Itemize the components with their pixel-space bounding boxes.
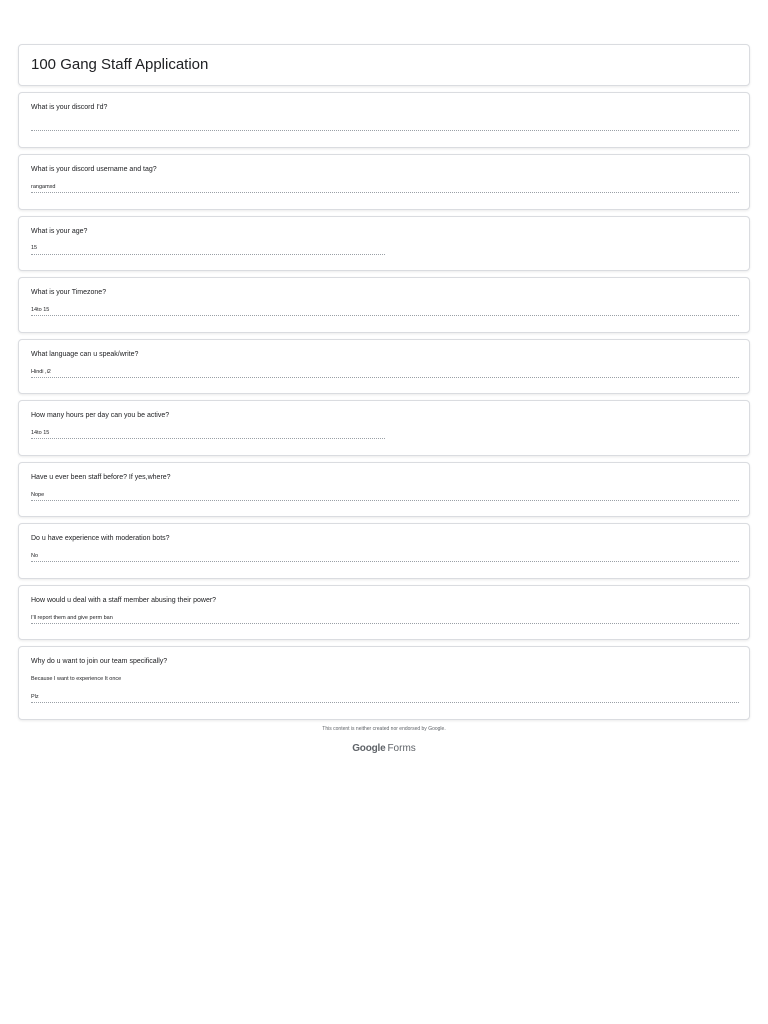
forms-wordmark: Forms	[387, 743, 416, 754]
question-label: What is your discord I'd?	[31, 104, 108, 111]
question-label: What is your discord username and tag?	[31, 166, 157, 173]
answer-text: 15	[31, 245, 38, 251]
form-title: 100 Gang Staff Application	[31, 56, 209, 73]
answer-text: Hindi ,i2	[31, 369, 51, 375]
answer-underline	[31, 623, 739, 624]
question-label: How would u deal with a staff member abusing their power?	[31, 597, 217, 604]
answer-underline	[31, 702, 739, 703]
google-wordmark: Google	[352, 743, 386, 754]
google-disclaimer: This content is neither created nor endorsed by Google.	[322, 726, 446, 732]
answer-text-line-1: Because I want to experience It once	[31, 676, 122, 682]
answer-text: No	[31, 553, 39, 559]
question-card	[18, 339, 750, 394]
question-card	[18, 400, 750, 456]
answer-underline	[31, 192, 739, 193]
question-label: What is your Timezone?	[31, 289, 107, 296]
question-label: How many hours per day can you be active?	[31, 412, 170, 419]
answer-underline	[31, 438, 385, 439]
question-card	[18, 462, 750, 517]
answer-text: 14to 15	[31, 307, 50, 313]
answer-underline	[31, 315, 739, 316]
answer-text-line-2: Plz	[31, 694, 39, 700]
question-label: Why do u want to join our team specifically?	[31, 658, 168, 665]
question-card	[18, 523, 750, 579]
google-forms-logo[interactable]	[0, 742, 768, 756]
question-label: What language can u speak/write?	[31, 351, 139, 358]
question-card	[18, 646, 750, 720]
answer-text: rangamxd	[31, 184, 56, 190]
answer-underline	[31, 377, 739, 378]
form-header-card	[18, 44, 750, 86]
question-card	[18, 585, 750, 640]
answer-underline	[31, 500, 739, 501]
answer-underline	[31, 561, 739, 562]
answer-text: 14to 15	[31, 430, 50, 436]
question-label: Have u ever been staff before? If yes,where?	[31, 474, 171, 481]
question-label: What is your age?	[31, 228, 88, 235]
answer-underline	[31, 254, 385, 255]
question-card	[18, 92, 750, 148]
answer-text: Nope	[31, 492, 45, 498]
question-card	[18, 154, 750, 210]
question-card	[18, 277, 750, 333]
question-label: Do u have experience with moderation bots?	[31, 535, 170, 542]
answer-underline	[31, 130, 739, 131]
answer-text: I'll report them and give perm ban	[31, 615, 113, 621]
question-card	[18, 216, 750, 271]
